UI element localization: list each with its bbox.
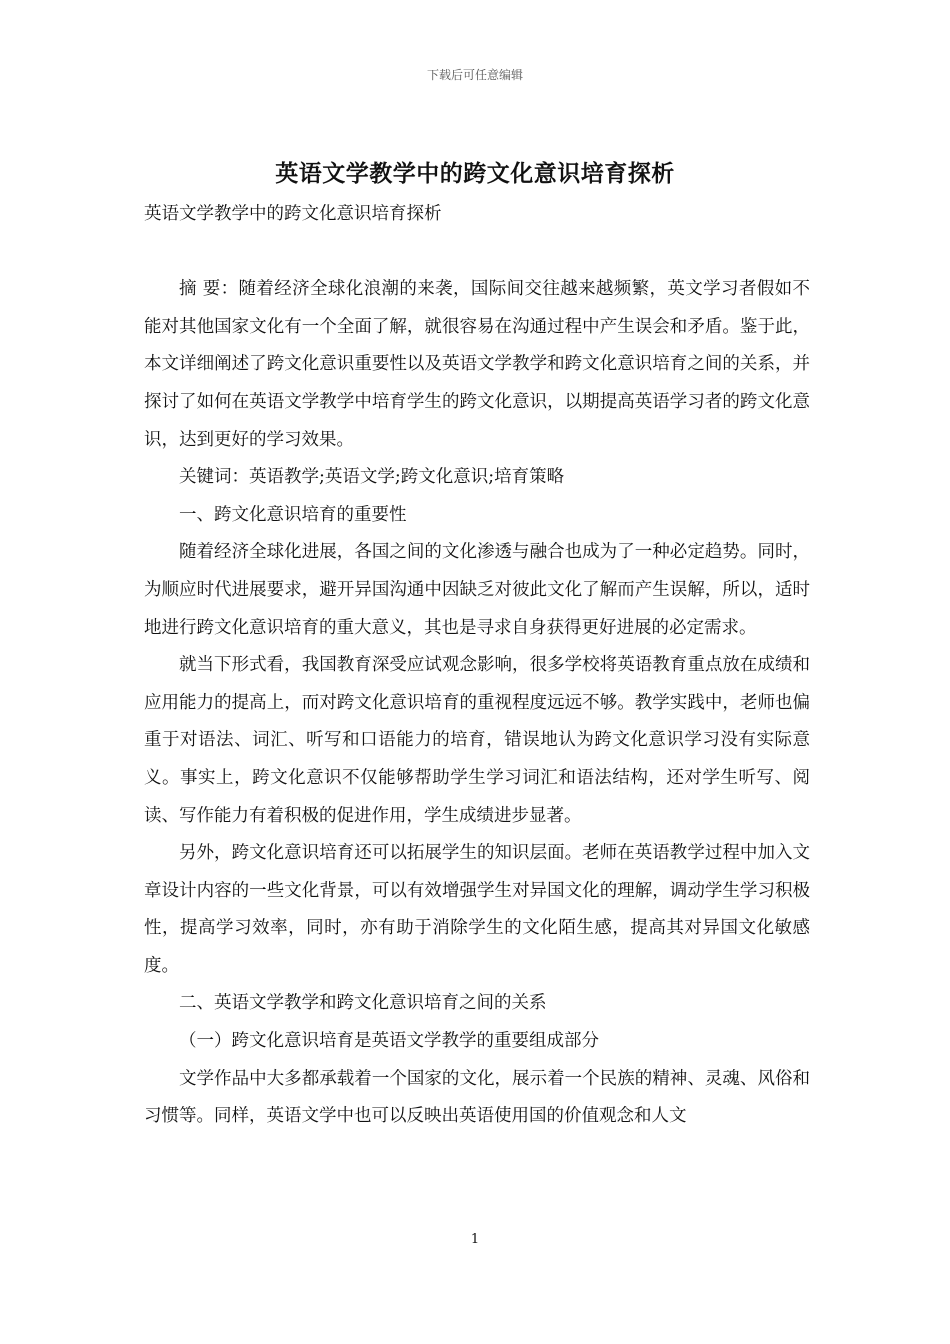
- document-subtitle: 英语文学教学中的跨文化意识培育探析: [144, 204, 442, 224]
- section-heading-2: 二、英语文学教学和跨文化意识培育之间的关系: [179, 993, 547, 1014]
- page-header-note: 下载后可任意编辑: [426, 68, 523, 82]
- document-body: [144, 196, 810, 1136]
- body-paragraph: 另外，跨文化意识培育还可以拓展学生的知识层面。老师在英语教学过程中加入文章设计内容的一些文化背景，可以有效增强学生对异国文化的理解，调动学生学习积极性，提高学习效率，同时，亦有助于消除学生的文化陌生感，提高其对异国文化敏感度。: [144, 843, 810, 976]
- body-paragraph: 随着经济全球化进展，各国之间的文化渗透与融合也成为了一种必定趋势。同时，为顺应时代进展要求，避开异国沟通中因缺乏对彼此文化了解而产生误解，所以，适时地进行跨文化意识培育的重大意义，其也是寻求自身获得更好进展的必定需求。: [144, 542, 810, 638]
- subsection-heading-2-1: （一）跨文化意识培育是英语文学教学的重要组成部分: [179, 1031, 599, 1052]
- section-heading-1: 一、跨文化意识培育的重要性: [179, 504, 407, 525]
- page-number: 1: [470, 1232, 480, 1247]
- body-paragraph: 文学作品中大多都承载着一个国家的文化，展示着一个民族的精神、灵魂、风俗和习惯等。同样，英语文学中也可以反映出英语使用国的价值观念和人文: [144, 1068, 810, 1127]
- keywords-line: 关键词：英语教学;英语文学;跨文化意识;培育策略: [179, 467, 565, 488]
- document-title: 英语文学教学中的跨文化意识培育探析: [275, 160, 675, 187]
- abstract-paragraph: 摘 要：随着经济全球化浪潮的来袭，国际间交往越来越频繁，英文学习者假如不能对其他国家文化有一个全面了解，就很容易在沟通过程中产生误会和矛盾。鉴于此，本文详细阐述了跨文化意识重要性以及英语文学教学和跨文化意识培育之间的关系，并探讨了如何在英语文学教学中培育学生的跨文化意识，以期提高英语学习者的跨文化意识，达到更好的学习效果。: [144, 279, 810, 450]
- body-paragraph: 就当下形式看，我国教育深受应试观念影响，很多学校将英语教育重点放在成绩和应用能力的提高上，而对跨文化意识培育的重视程度远远不够。教学实践中，老师也偏重于对语法、词汇、听写和口语能力的培育，错误地认为跨文化意识学习没有实际意义。事实上，跨文化意识不仅能够帮助学生学习词汇和语法结构，还对学生听写、阅读、写作能力有着积极的促进作用，学生成绩进步显著。: [144, 655, 810, 826]
